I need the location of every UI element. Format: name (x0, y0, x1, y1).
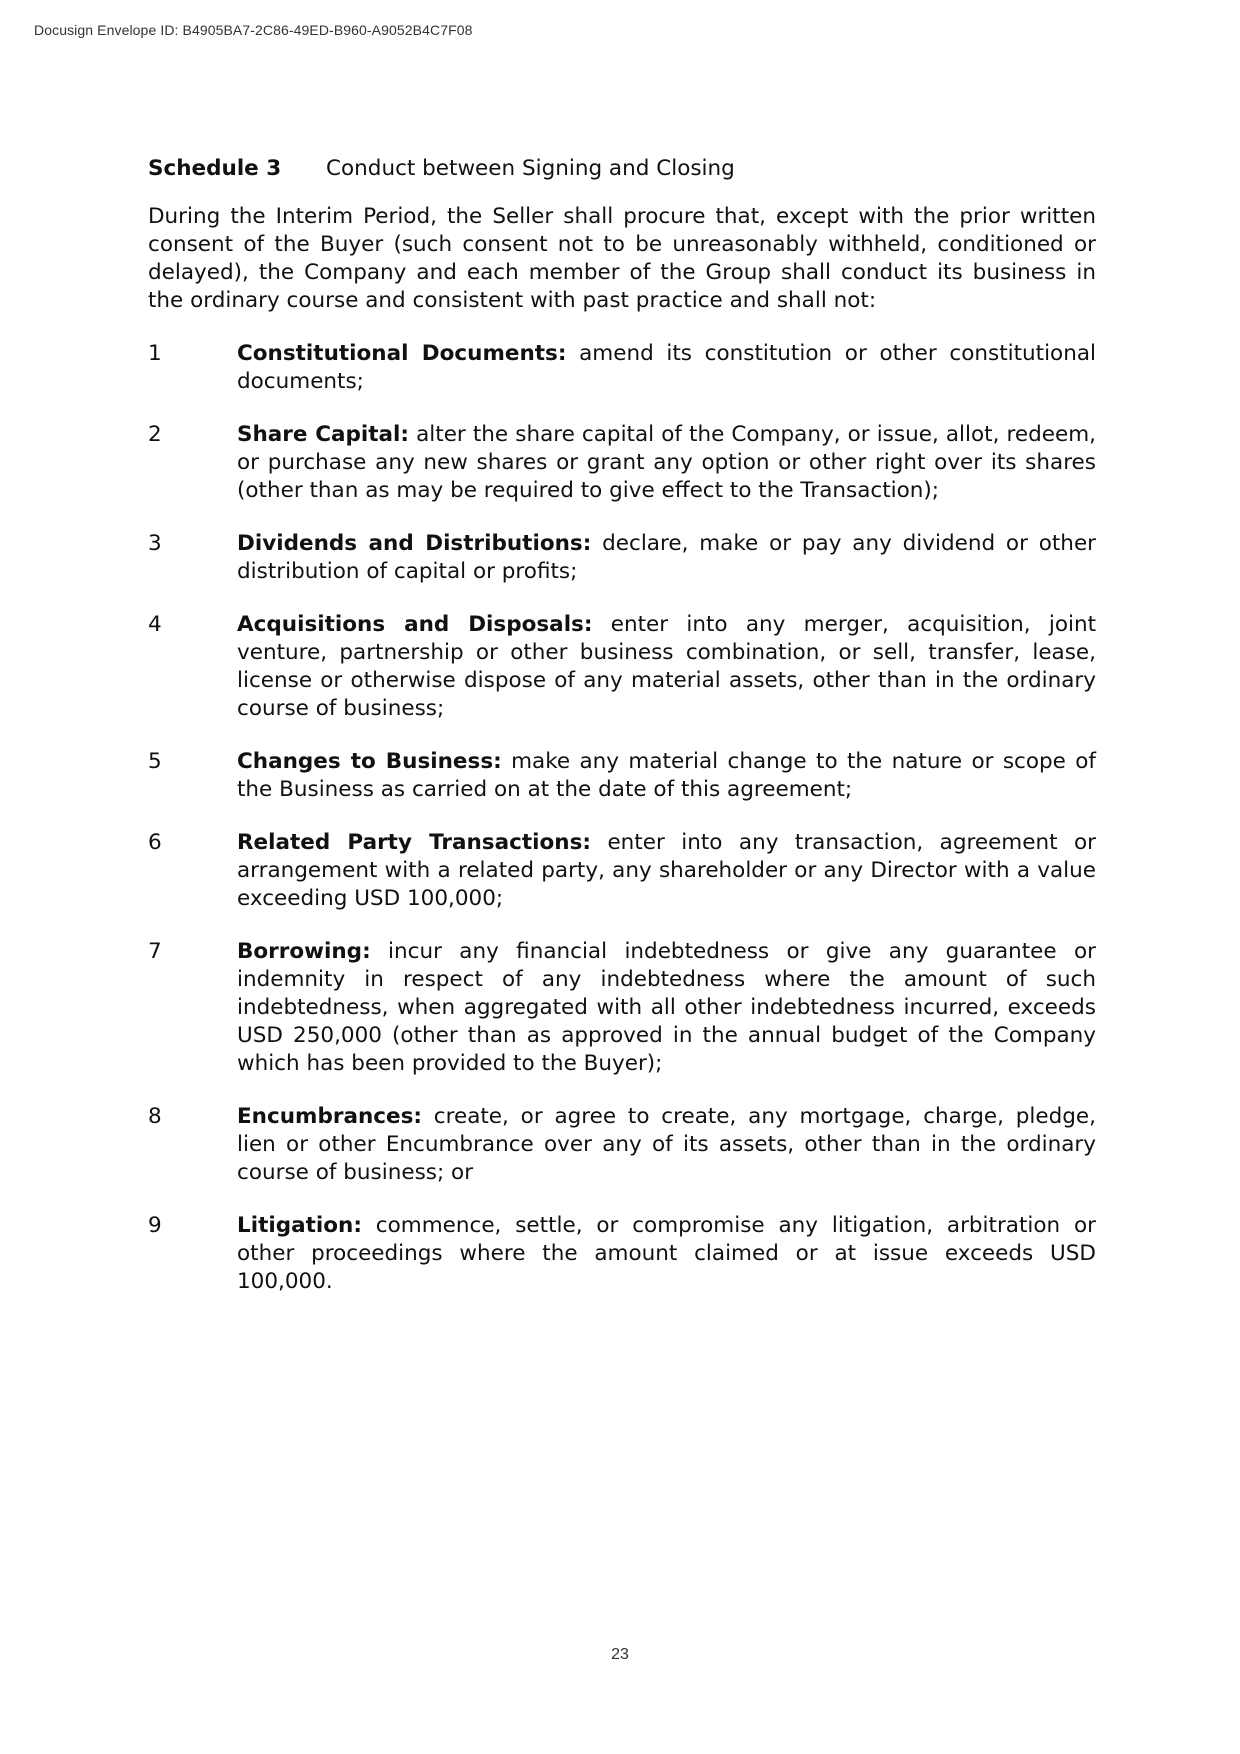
clause-title: Dividends and Distributions: (237, 531, 592, 556)
clause-number: 3 (148, 531, 162, 556)
schedule-heading (148, 155, 1096, 183)
clause-item (148, 938, 1096, 1078)
document-body (148, 155, 1096, 1321)
clause-item (148, 748, 1096, 804)
clause-number: 7 (148, 939, 162, 964)
clause-number: 2 (148, 422, 162, 447)
clause-body (237, 938, 1096, 1078)
clause-number: 4 (148, 612, 162, 637)
schedule-title: Conduct between Signing and Closing (326, 156, 735, 181)
clause-body (237, 611, 1096, 723)
clause-text: alter the share capital of the Company, or issue, allot, redeem, or purchase any new shares or grant any option or other right over its shares (other than as may be required to give effect to the Transaction); (237, 422, 1096, 503)
docusign-envelope-id: Docusign Envelope ID: B4905BA7-2C86-49ED-B960-A9052B4C7F08 (34, 22, 473, 38)
clause-number: 6 (148, 830, 162, 855)
clause-item (148, 530, 1096, 586)
clause-text: incur any financial indebtedness or give any guarantee or indemnity in respect of any indebtedness where the amount of such indebtedness, when aggregated with all other indebtedness incurred, exceeds USD 250,000 (other than as approved in the annual budget of the Company which has been provided to the Buyer); (237, 939, 1096, 1076)
clause-text: make any material change to the nature or scope of the Business as carried on at the date of this agreement; (237, 749, 1096, 802)
clause-body (237, 340, 1096, 396)
clause-number: 5 (148, 749, 162, 774)
clause-text: commence, settle, or compromise any litigation, arbitration or other proceedings where the amount claimed or at issue exceeds USD 100,000. (237, 1213, 1096, 1294)
clause-title: Changes to Business: (237, 749, 502, 774)
schedule-label: Schedule 3 (148, 156, 282, 181)
clause-title: Share Capital: (237, 422, 410, 447)
clause-title: Encumbrances: (237, 1104, 422, 1129)
clause-number: 9 (148, 1213, 162, 1238)
clause-title: Related Party Transactions: (237, 830, 591, 855)
page-number: 23 (611, 1646, 629, 1663)
clause-item (148, 611, 1096, 723)
clause-body (237, 748, 1096, 804)
clause-text: amend its constitution or other constitutional documents; (237, 341, 1096, 394)
clause-body (237, 1212, 1096, 1296)
clause-item (148, 1212, 1096, 1296)
clause-item (148, 340, 1096, 396)
intro-paragraph: During the Interim Period, the Seller shall procure that, except with the prior written consent of the Buyer (such consent not to be unreasonably withheld, conditioned or delayed), the Company and each member of the Group shall conduct its business in the ordinary course and consistent with past practice and shall not: (148, 204, 1096, 313)
clause-text: enter into any merger, acquisition, joint venture, partnership or other business combination, or sell, transfer, lease, license or otherwise dispose of any material assets, other than in the ordinary course of business; (237, 612, 1097, 721)
clause-text: create, or agree to create, any mortgage, charge, pledge, lien or other Encumbrance over any of its assets, other than in the ordinary course of business; or (237, 1104, 1096, 1185)
clause-text: enter into any transaction, agreement or arrangement with a related party, any shareholder or any Director with a value exceeding USD 100,000; (237, 830, 1096, 911)
clause-number: 1 (148, 341, 162, 366)
clause-body (237, 530, 1096, 586)
clause-body (237, 421, 1096, 505)
clause-title: Acquisitions and Disposals: (237, 612, 593, 637)
clause-title: Constitutional Documents: (237, 341, 567, 366)
clause-item (148, 1103, 1096, 1187)
clause-number: 8 (148, 1104, 162, 1129)
clause-title: Borrowing: (237, 939, 371, 964)
clause-body (237, 1103, 1096, 1187)
clause-body (237, 829, 1096, 913)
clause-item (148, 421, 1096, 505)
clause-title: Litigation: (237, 1213, 362, 1238)
clause-item (148, 829, 1096, 913)
clause-text: declare, make or pay any dividend or other distribution of capital or profits; (237, 531, 1097, 584)
